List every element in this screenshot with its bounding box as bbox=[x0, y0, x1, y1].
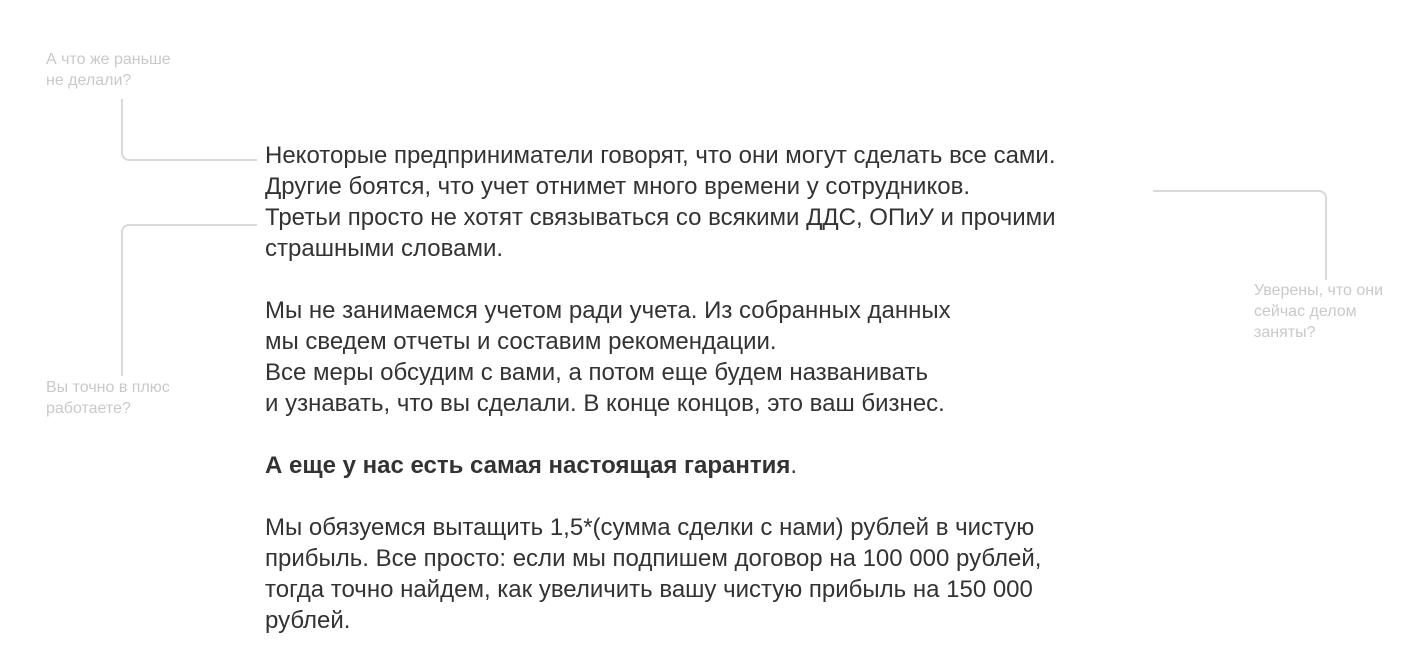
side-note-right: Уверены, что они сейчас делом заняты? bbox=[1254, 282, 1384, 341]
paragraph-guarantee-details: Мы обязуемся вытащить 1,5*(сумма сделки с нами) рублей в чистую прибыль. Все просто: если мы подпишем договор на 100 000 рублей, тогда точно найдем, как увеличить вашу чистую прибыль на 150 000 рублей. bbox=[265, 514, 1042, 634]
connector-top-left bbox=[121, 99, 257, 161]
side-note-top-left: А что же раньше не делали? bbox=[46, 51, 171, 89]
main-content bbox=[265, 140, 1185, 636]
side-note-bottom-left: Вы точно в плюс работаете? bbox=[46, 379, 170, 417]
guarantee-bold-text: А еще у нас есть самая настоящая гарантия bbox=[265, 452, 791, 479]
paragraph-objections: Некоторые предприниматели говорят, что они могут сделать все сами. Другие боятся, что учет отнимет много времени у сотрудников. Третьи просто не хотят связываться со всякими ДДС, ОПиУ и прочими страшными словами. bbox=[265, 142, 1056, 262]
paragraph-guarantee-heading bbox=[265, 450, 1185, 481]
guarantee-period: . bbox=[790, 452, 798, 479]
connector-bottom-left bbox=[121, 224, 257, 376]
paragraph-approach: Мы не занимаемся учетом ради учета. Из собранных данных мы сведем отчеты и составим рекомендации. Все меры обсудим с вами, а потом еще будем названивать и узнавать, что вы сделали. В конце концов, это ваш бизнес. bbox=[265, 297, 951, 417]
